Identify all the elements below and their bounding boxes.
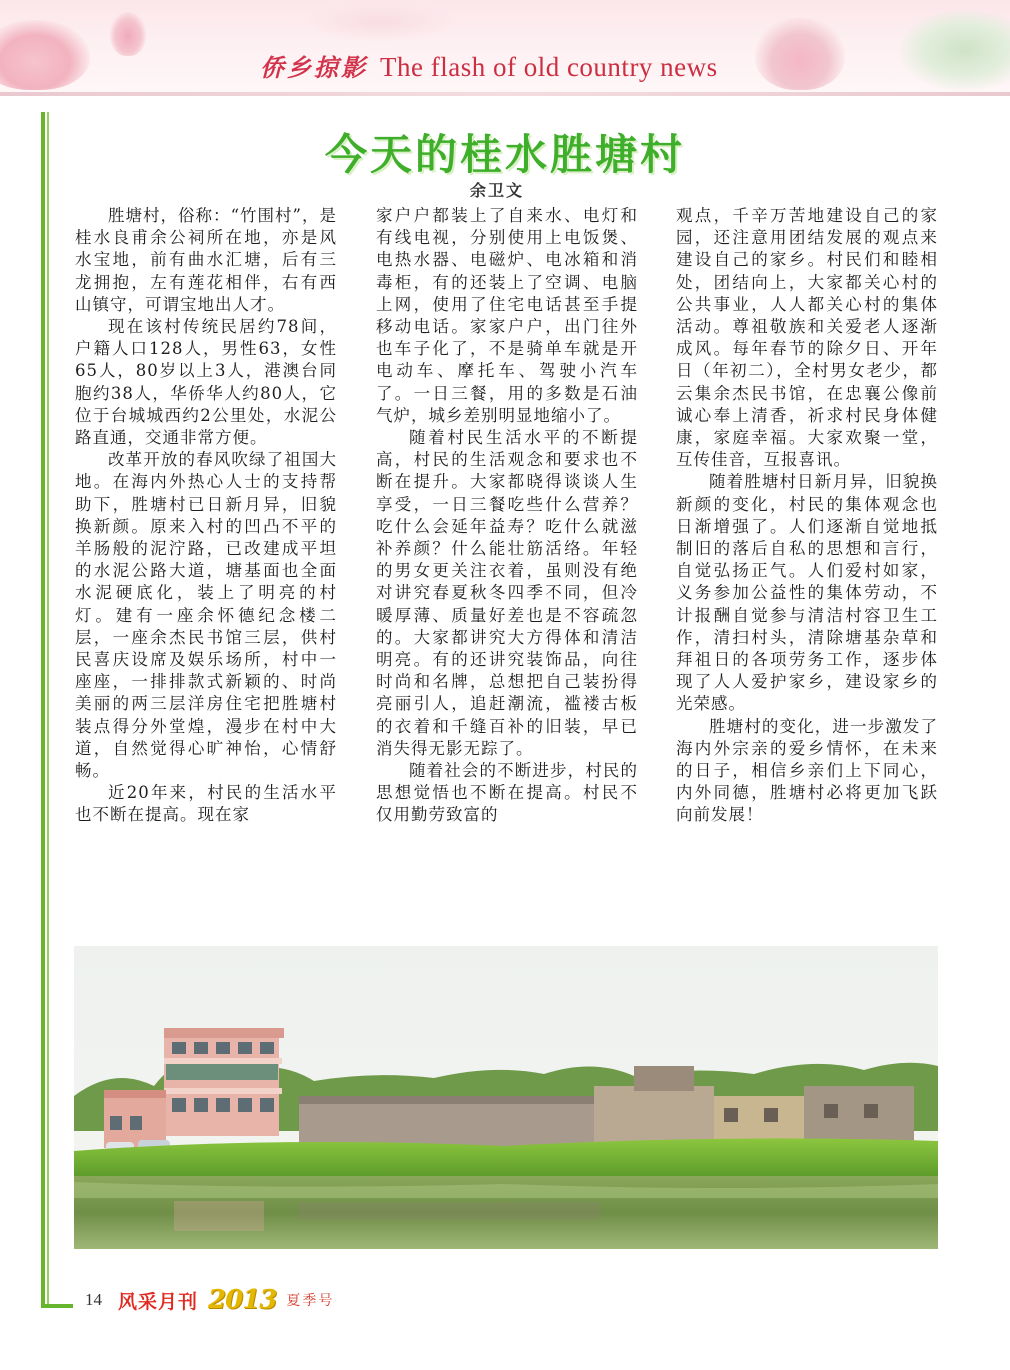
leaf-decoration [900, 10, 1010, 90]
text-column-1 [75, 205, 337, 941]
text-column-2 [376, 205, 638, 941]
paragraph: 胜塘村的变化，进一步激发了海内外宗亲的爱乡情怀，在未来的日子，相信乡亲们上下同心，内外同德，胜塘村必将更加飞跃向前发展！ [676, 716, 938, 825]
frame-bottom-bar [41, 1304, 73, 1308]
banner-rule [0, 92, 1010, 96]
article-author: 余卫文 [470, 181, 525, 200]
village-photo [74, 946, 938, 1249]
paragraph: 家户户都装上了自来水、电灯和有线电视，分别使用上电饭煲、电热水器、电磁炉、电冰箱和消毒柜，有的还装上了空调、电脑上网，使用了住宅电话甚至手提移动电话。家家户户，出门往外也车子化了，不是骑单车就是开电动车、摩托车、驾驶小汽车了。一日三餐，用的多数是石油气炉，城乡差别明显地缩小了。 [376, 206, 638, 425]
lotus-decoration-left [0, 20, 90, 90]
season-label: 夏季号 [286, 1293, 335, 1309]
paragraph: 观点，千辛万苦地建设自己的家园，还注意用团结发展的观点来建设自己的家乡。村民们和睦相处，团结向上，大家都关心村的公共事业，人人都关心村的集体活动。尊祖敬族和关爱老人逐渐成风。每年春节的除夕日、开年日（年初二），全村男女老少，都云集余杰民书馆，在忠襄公像前诚心奉上清香，祈求村民身体健康，家庭幸福。大家欢聚一堂，互传佳音，互报喜讯。 [676, 206, 938, 470]
paragraph: 随着胜塘村日新月异，旧貌换新颜的变化，村民的集体观念也日渐增强了。人们逐渐自觉地抵制旧的落后自私的思想和言行，自觉弘扬正气。人们爱村如家，义务参加公益性的集体劳动，不计报酬自觉参与清洁村容卫生工作，清扫村头，清除塘基杂草和拜祖日的各项劳务工作，逐步体现了人人爱护家乡，建设家乡的光荣感。 [676, 472, 938, 714]
paragraph: 随着村民生活水平的不断提高，村民的生活观念和要求也不断在提升。大家都晓得谈谈人生享受，一日三餐吃些什么营养？吃什么会延年益寿？吃什么就滋补养颜？什么能壮筋活络。年轻的男女更关注衣着，虽则没有绝对讲究春夏秋冬四季不同，但冷暖厚薄、质量好差也是不容疏忽的。大家都讲究大方得体和清洁明亮。有的还讲究装饰品，向往时尚和名牌，总想把自己装扮得亮丽引人，追赶潮流，褴褛古板的衣着和千缝百补的旧装，早已消失得无影无踪了。 [376, 428, 638, 758]
section-name-chinese: 侨乡掠影 [260, 53, 368, 82]
frame-left-bar-inner [47, 112, 49, 1308]
page-number: 14 [85, 1290, 102, 1309]
section-heading [260, 48, 718, 84]
paragraph: 胜塘村，俗称：“竹围村”，是桂水良甫余公祠所在地，亦是风水宝地，前有曲水汇塘，后有三龙拥抱，左有莲花相伴，右有西山镇守，可谓宝地出人才。 [75, 206, 337, 314]
lotus-decoration-right [755, 18, 845, 90]
page-footer [85, 1285, 334, 1315]
magazine-year-logo: 2013 [208, 1285, 277, 1315]
frame-left-bar [41, 112, 45, 1308]
paragraph: 近20年来，村民的生活水平也不断在提高。现在家 [75, 783, 337, 825]
paragraph: 随着社会的不断进步，村民的思想觉悟也不断在提高。村民不仅用勤劳致富的 [376, 761, 638, 825]
magazine-name: 风采月刊 [118, 1290, 199, 1313]
header-banner [0, 0, 1010, 96]
paragraph: 改革开放的春风吹绿了祖国大地。在海内外热心人士的支持帮助下，胜塘村已日新月异，旧貌换新颜。原来入村的凹凸不平的羊肠般的泥泞路，已改建成平坦的水泥公路大道，塘基面也全面水泥硬底化，装上了明亮的村灯。建有一座余怀德纪念楼二层，一座余杰民书馆三层，供村民喜庆设席及娱乐场所，村中一座座，一排排款式新颖的、时尚美丽的两三层洋房住宅把胜塘村装点得分外堂煌，漫步在村中大道，自然觉得心旷神怡，心情舒畅。 [75, 450, 337, 781]
text-column-3 [676, 205, 938, 941]
article-title: 今天的桂水胜塘村 [324, 130, 685, 179]
leaf-decoration-small [300, 2, 460, 42]
paragraph: 现在该村传统民居约78间，户籍人口128人，男性63，女性65人，80岁以上3人，港澳台同胞约38人，华侨华人约80人，它位于台城城西约2公里处，水泥公路直通，交通非常方便。 [75, 317, 337, 448]
lotus-bud-decoration [110, 12, 146, 56]
section-name-english: The flash of old country news [380, 52, 718, 82]
